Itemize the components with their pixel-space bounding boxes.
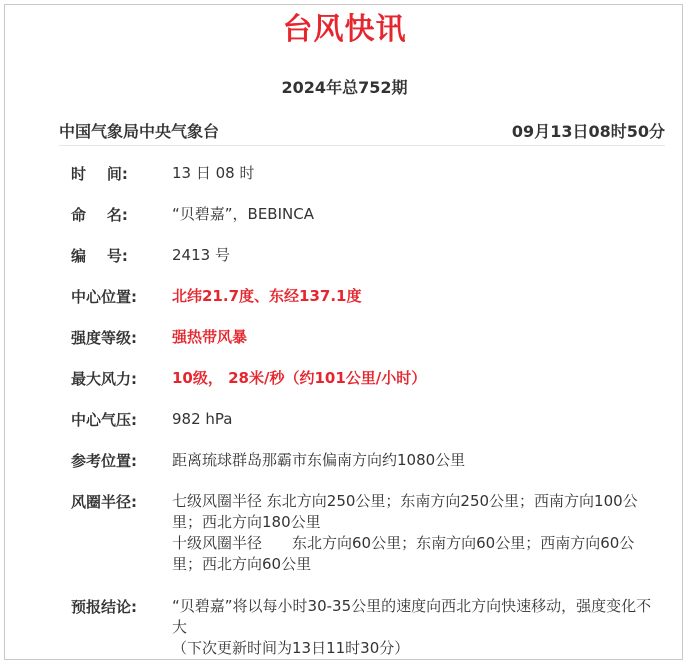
bulletin-title: 台风快讯 <box>282 12 407 47</box>
label-intensity: 强度等级: <box>71 329 137 347</box>
value-number: 2413 号 <box>172 246 230 264</box>
label-max-wind: 最大风力: <box>71 370 137 388</box>
value-intensity: 强热带风暴 <box>172 328 248 346</box>
label-reference: 参考位置: <box>71 452 137 470</box>
wind-radius-level10-prefix: 十级风圈半径 <box>172 534 263 552</box>
value-time: 13 日 08 时 <box>172 164 255 182</box>
label-wind-radius: 风圈半径: <box>71 493 137 511</box>
issue-time: 09月13日08时50分 <box>511 122 665 141</box>
wind-radius-level10: 东北方向60公里；东南方向60公里；西南方向60公里；西北方向60公里 <box>172 534 635 573</box>
value-max-wind: 10级， 28米/秒（约101公里/小时） <box>172 369 427 387</box>
value-wind-radius <box>172 491 662 575</box>
value-name: “贝碧嘉”，BEBINCA <box>172 205 314 223</box>
value-reference: 距离琉球群岛那霸市东偏南方向约1080公里 <box>172 451 466 469</box>
forecast-text: “贝碧嘉”将以每小时30-35公里的速度向西北方向快速移动，强度变化不大 <box>172 597 652 636</box>
value-forecast <box>172 596 662 659</box>
wind-radius-level10-line <box>172 533 662 575</box>
label-forecast: 预报结论: <box>71 598 137 616</box>
header-divider <box>59 145 665 146</box>
label-time: 时 间: <box>71 165 128 183</box>
agency-name: 中国气象局中央气象台 <box>59 122 220 141</box>
label-number: 编 号: <box>71 247 128 265</box>
label-name: 命 名: <box>71 206 128 224</box>
value-center: 北纬21.7度、东经137.1度 <box>172 287 362 305</box>
label-pressure: 中心气压: <box>71 411 137 429</box>
issue-number: 2024年总752期 <box>281 78 408 97</box>
label-center: 中心位置: <box>71 288 137 306</box>
value-pressure: 982 hPa <box>172 410 233 428</box>
next-update: （下次更新时间为13日11时30分） <box>172 639 410 657</box>
wind-radius-level7: 七级风圈半径 东北方向250公里；东南方向250公里；西南方向100公里；西北方向180公里 <box>172 492 638 531</box>
